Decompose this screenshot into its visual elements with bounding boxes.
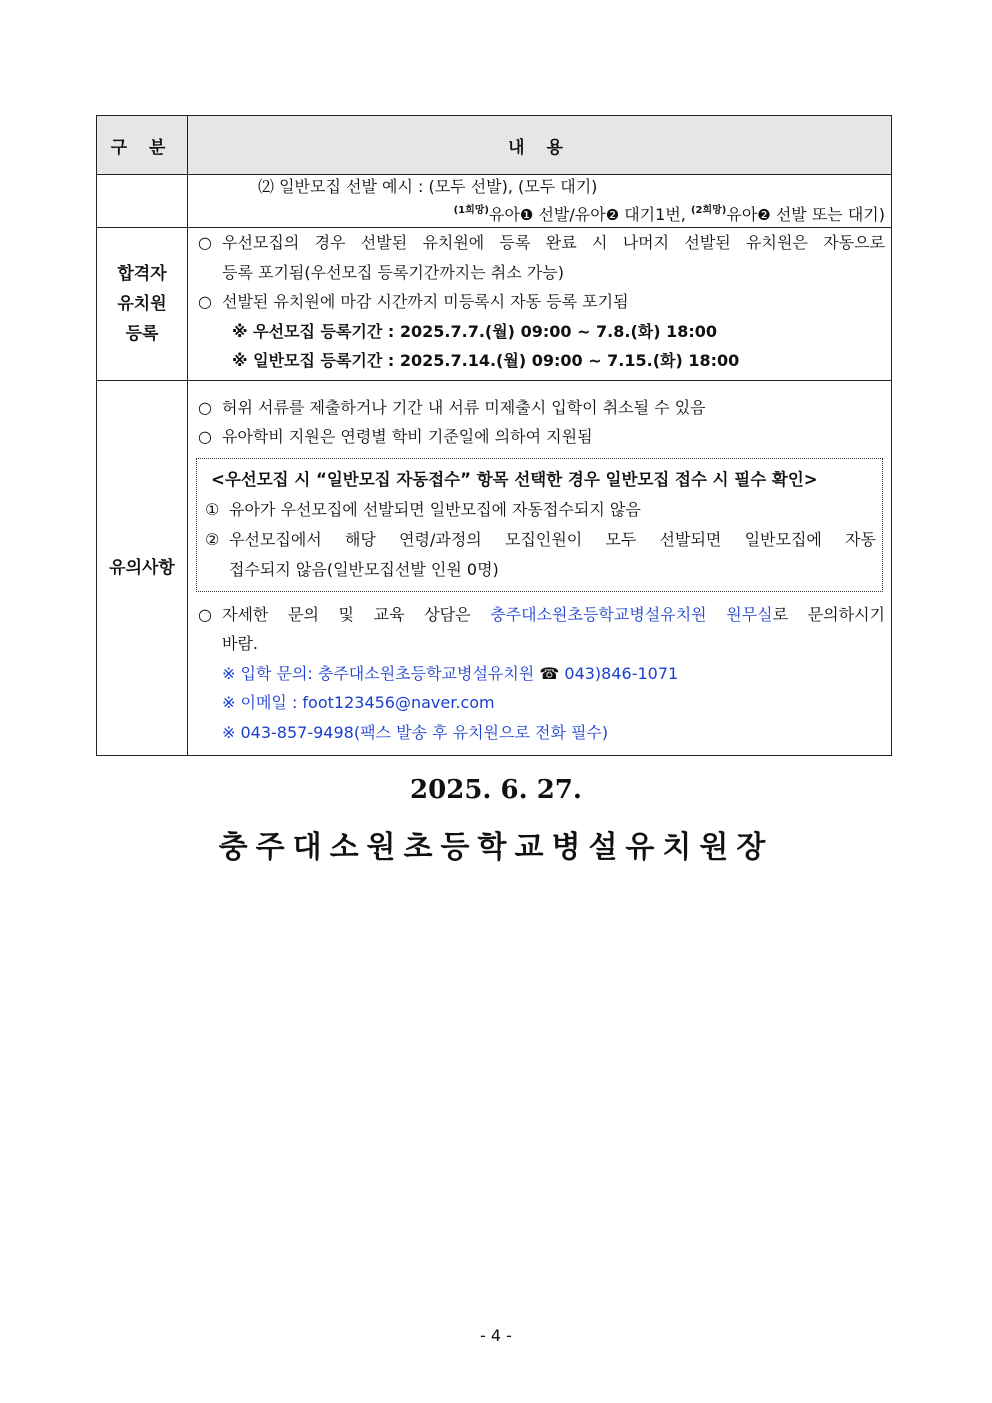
table-row bbox=[97, 175, 892, 228]
selection-example-cell bbox=[188, 175, 892, 228]
document-date: 2025. 6. 27. bbox=[410, 775, 582, 805]
notes-content bbox=[188, 380, 892, 756]
general-registration-period: ※ 일반모집 등록기간 : 2025.7.14.(월) 09:00 ~ 7.15.(화) 18:00 bbox=[232, 351, 740, 370]
bullet-text: 선발된 유치원에 마감 시간까지 미등록시 자동 등록 포기됨 bbox=[222, 292, 629, 311]
number-2-icon: ❷ bbox=[757, 206, 771, 224]
registration-bullet-1 bbox=[198, 228, 885, 258]
text-segment: 선발/유아 bbox=[533, 205, 606, 224]
notes-bullet-3 bbox=[198, 600, 885, 630]
empty-category-cell bbox=[97, 175, 188, 228]
office-name: 충주대소원초등학교병설유치원 원무실 bbox=[490, 604, 773, 624]
text-segment: 유아 bbox=[726, 205, 758, 224]
issuer-name: 충주대소원초등학교병설유치원장 bbox=[218, 830, 774, 865]
category-notes: 유의사항 bbox=[97, 380, 188, 756]
text-segment: 유아 bbox=[489, 205, 520, 224]
fax-contact: ※ 043-857-9498(팩스 발송 후 유치원으로 전화 필수) bbox=[222, 722, 609, 742]
registration-content bbox=[188, 228, 892, 381]
notice-item-text: 우선모집에서 해당 연령/과정의 모집인원이 모두 선발되면 일반모집에 자동 bbox=[229, 529, 876, 549]
bullet-text: 우선모집의 경우 선발된 유치원에 등록 완료 시 나머지 선발된 유치원은 자동으로 bbox=[222, 233, 885, 252]
category-line: 유치원 bbox=[117, 293, 167, 314]
auto-application-notice-box bbox=[196, 458, 883, 592]
notice-item-text-continued: 접수되지 않음(일반모집선발 인원 0명) bbox=[229, 559, 499, 579]
notice-item-2 bbox=[205, 525, 876, 555]
registration-bullet-2 bbox=[198, 287, 885, 317]
notice-table bbox=[96, 115, 892, 756]
selection-example-line2 bbox=[198, 199, 885, 227]
text-segment: 대기1번, bbox=[619, 205, 691, 224]
phone-icon: ☎ bbox=[539, 663, 560, 683]
bullet-icon: ○ bbox=[198, 292, 212, 311]
bullet-text: 유아학비 지원은 연령별 학비 기준일에 의하여 지원됨 bbox=[222, 427, 593, 446]
inquiry-text bbox=[222, 600, 885, 630]
circled-1-icon: ① bbox=[205, 499, 220, 519]
header-content: 내 용 bbox=[188, 116, 892, 175]
category-line: 합격자 bbox=[117, 263, 167, 284]
table-header-row bbox=[97, 116, 892, 175]
rank-1-superscript: (1희망) bbox=[453, 205, 489, 216]
bullet-icon: ○ bbox=[198, 427, 212, 446]
category-registration bbox=[97, 228, 188, 381]
notice-box-title: <우선모집 시 “일반모집 자동접수” 항목 선택한 경우 일반모집 접수 시 필수 확인> bbox=[211, 469, 818, 489]
bullet-icon: ○ bbox=[198, 604, 212, 624]
header-category: 구 분 bbox=[97, 116, 188, 175]
text-segment: 로 문의하시기 bbox=[772, 604, 886, 624]
notes-bullet-1 bbox=[198, 393, 885, 423]
priority-registration-period: ※ 우선모집 등록기간 : 2025.7.7.(월) 09:00 ~ 7.8.(화) 18:00 bbox=[232, 321, 718, 341]
rank-2-superscript: (2희망) bbox=[690, 205, 727, 216]
text-segment: 자세한 문의 및 교육 상담은 bbox=[222, 604, 491, 624]
notice-item-1 bbox=[205, 495, 876, 525]
circled-2-icon: ② bbox=[205, 529, 220, 549]
table-row bbox=[97, 228, 892, 381]
admission-contact bbox=[198, 659, 885, 689]
text-segment: ※ 입학 문의: 충주대소원초등학교병설유치원 bbox=[222, 663, 540, 683]
notes-bullet-2 bbox=[198, 422, 885, 452]
phone-number: 043)846-1071 bbox=[559, 663, 679, 683]
bullet-icon: ○ bbox=[198, 233, 212, 252]
bullet-icon: ○ bbox=[198, 397, 212, 417]
text-segment: 선발 또는 대기) bbox=[770, 205, 885, 224]
email-contact: ※ 이메일 : foot123456@naver.com bbox=[222, 693, 495, 712]
selection-example-line1: ⑵ 일반모집 선발 예시 : (모두 선발), (모두 대기) bbox=[258, 177, 598, 196]
table-row bbox=[97, 380, 892, 756]
page-number: - 4 - bbox=[480, 1326, 512, 1345]
bullet-text-continued: 등록 포기됨(우선모집 등록기간까지는 취소 가능) bbox=[222, 262, 564, 282]
bullet-text: 허위 서류를 제출하거나 기간 내 서류 미제출시 입학이 취소될 수 있음 bbox=[222, 397, 706, 417]
notice-item-text: 유아가 우선모집에 선발되면 일반모집에 자동접수되지 않음 bbox=[229, 499, 641, 519]
number-2-icon: ❷ bbox=[605, 206, 620, 224]
bullet-text-continued: 바람. bbox=[222, 634, 258, 653]
number-1-icon: ❶ bbox=[519, 206, 534, 224]
category-line: 등록 bbox=[125, 323, 159, 344]
